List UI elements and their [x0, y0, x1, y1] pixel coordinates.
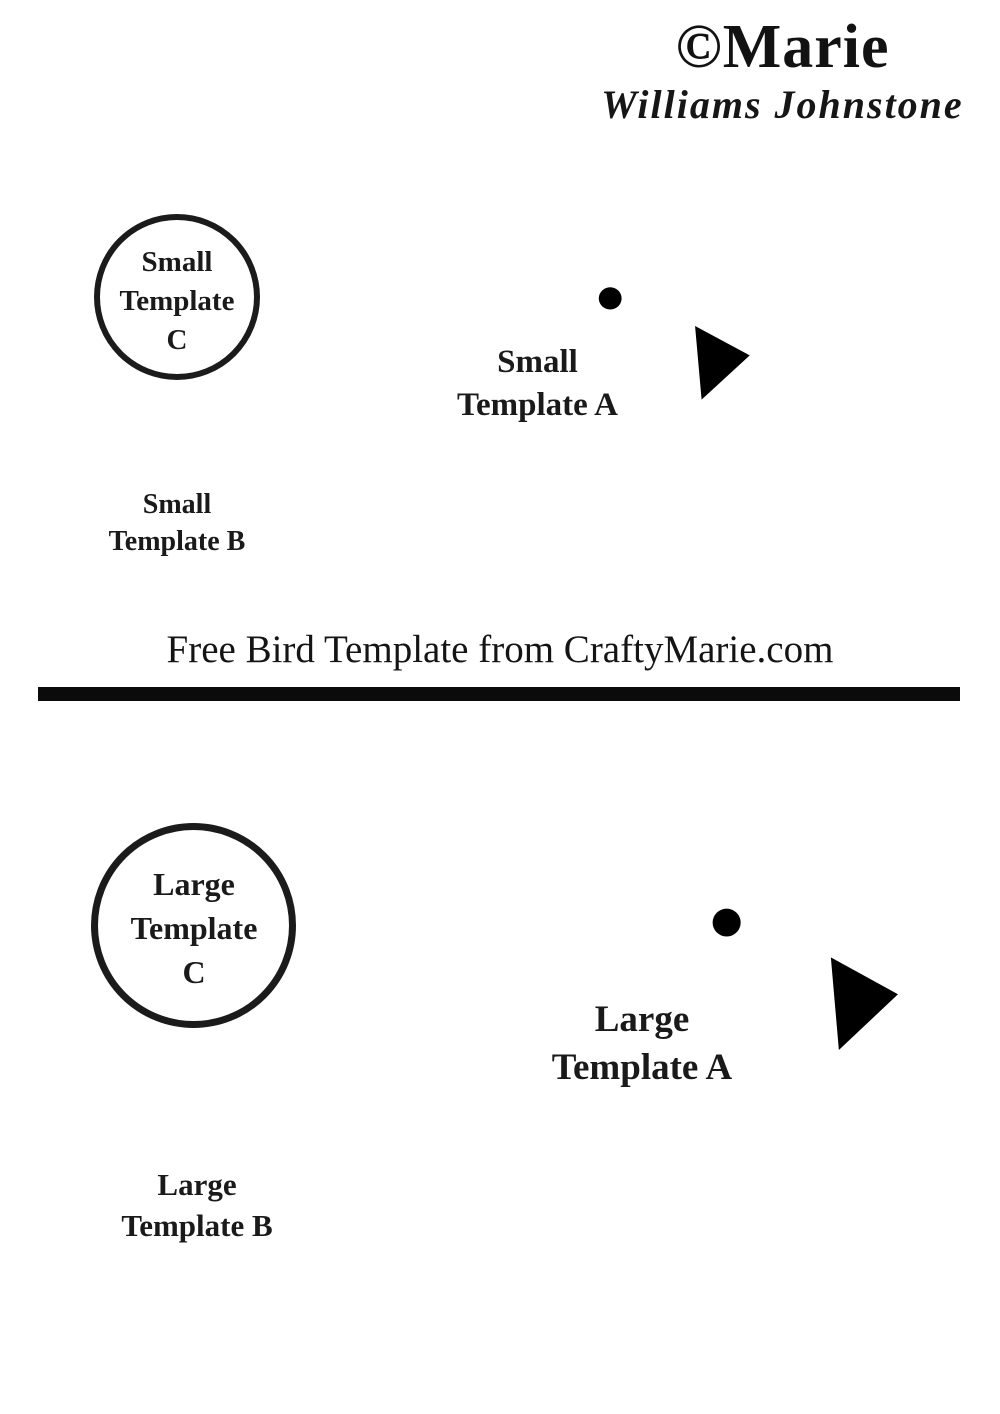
small-template-b-label-line1: Small [142, 489, 212, 520]
large-template-c-label-line2: Template [130, 910, 258, 946]
small-template-b-label [62, 486, 292, 560]
small-template-c-label-line3: C [166, 324, 188, 356]
small-template-a-label-line2: Template A [456, 387, 619, 423]
branding-block [560, 14, 1000, 128]
large-template-c-label [84, 862, 304, 994]
large-template-b-label-line2: Template B [121, 1208, 273, 1243]
large-template-b-label-line1: Large [157, 1167, 237, 1202]
signature-text: Williams Johnstone [601, 82, 964, 127]
section-divider-bar [38, 687, 960, 701]
large-template-c-label-line1: Large [153, 866, 235, 902]
large-template-c-label-line3: C [182, 954, 206, 990]
large-template-a-label-line2: Template A [551, 1047, 733, 1088]
small-template-a-label [380, 341, 695, 427]
large-template-b-label [72, 1164, 322, 1246]
small-template-c-label [57, 243, 297, 360]
large-template-a-label-line1: Large [594, 999, 690, 1040]
small-template-c-label-line2: Template [119, 285, 235, 317]
small-template-b-label-line2: Template B [108, 526, 246, 557]
large-template-a-label [472, 996, 812, 1092]
small-template-a-label-line1: Small [497, 344, 578, 380]
copyright-logo-text: ©Marie [675, 13, 890, 81]
small-template-c-label-line1: Small [141, 246, 213, 278]
sheet-caption: Free Bird Template from CraftyMarie.com [166, 628, 834, 671]
